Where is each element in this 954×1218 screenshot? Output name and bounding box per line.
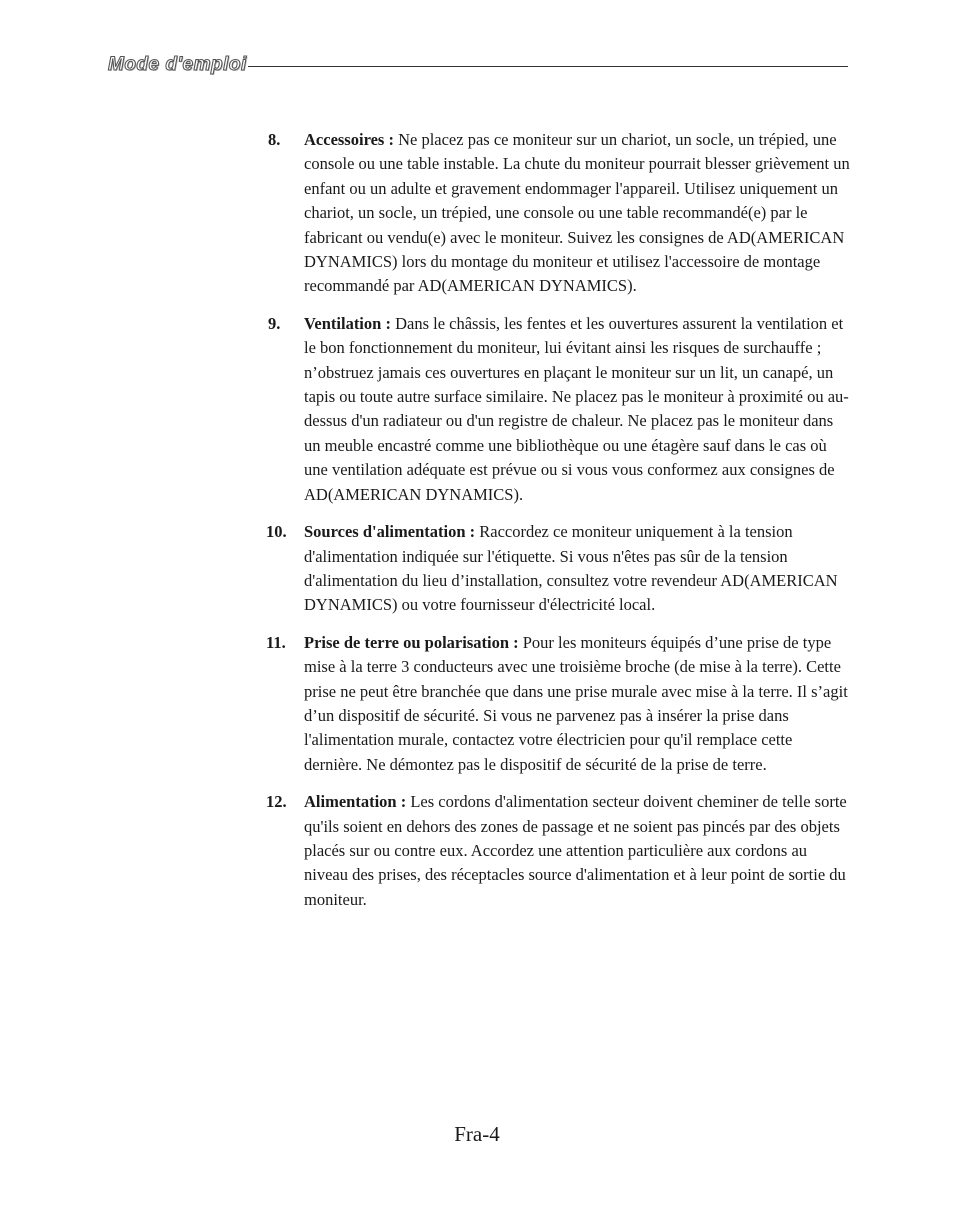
item-title: Alimentation :: [304, 792, 407, 812]
item-title: Sources d'alimentation :: [304, 522, 476, 542]
item-number: 9.: [268, 313, 281, 333]
list-item: [262, 128, 852, 299]
item-text: Pour les moniteurs équipés d’une prise de type mise à la terre 3 conducteurs avec une troisième broche (de mise à la terre). Cette prise ne peut être branchée que dans une prise murale avec mise à la terre. Il s’agit d’un dispositif de sécurité. Si vous ne parvenez pas à insérer la prise dans l'alimentation murale, contactez votre électricien pour qu'il remplace cette dernière. Ne démontez pas le dispositif de sécurité de la prise de terre.: [304, 632, 848, 774]
item-body: [304, 631, 852, 777]
item-text: Raccordez ce moniteur uniquement à la tension d'alimentation indiquée sur l'étiquette. Si vous n'êtes pas sûr de la tension d'alimentation du lieu d’installation, consultez votre revendeur AD(AMERICAN DYNAMICS) ou votre fournisseur d'électricité local.: [304, 522, 838, 615]
item-text: Ne placez pas ce moniteur sur un chariot, un socle, un trépied, une console ou une table instable. La chute du moniteur pourrait blesser grièvement un enfant ou un adulte et gravement endommager l'appareil. Utilisez uniquement un chariot, un socle, un trépied, une console ou une table recommandé(e) par le fabricant ou vendu(e) avec le moniteur. Suivez les consignes de AD(AMERICAN DYNAMICS) lors du montage du moniteur et utilisez l'accessoire de montage recommandé par AD(AMERICAN DYNAMICS).: [304, 130, 850, 296]
list-item: [262, 790, 852, 912]
list-item: [262, 520, 852, 618]
item-body: [304, 790, 852, 912]
header-title: Mode d'emploi: [108, 54, 247, 75]
item-title: Ventilation :: [304, 313, 391, 333]
header-rule: [248, 66, 848, 67]
item-title: Prise de terre ou polarisation :: [304, 632, 519, 652]
item-body: [304, 128, 852, 299]
item-body: [304, 520, 852, 618]
item-title: Accessoires :: [304, 130, 394, 149]
item-number: 10.: [266, 522, 287, 542]
item-number: 12.: [266, 792, 287, 812]
item-text: Les cordons d'alimentation secteur doivent cheminer de telle sorte qu'ils soient en dehors des zones de passage et ne soient pas pincés par des objets placés sur ou contre eux. Accordez une attention particulière aux cordons au niveau des prises, des réceptacles source d'alimentation et à leur point de sortie du moniteur.: [304, 792, 847, 909]
item-number: 8.: [268, 130, 281, 149]
list-item: [262, 312, 852, 507]
page-number: Fra-4: [454, 1122, 500, 1146]
list-item: [262, 631, 852, 777]
item-body: [304, 312, 852, 507]
item-text: Dans le châssis, les fentes et les ouvertures assurent la ventilation et le bon fonctionnement du moniteur, lui évitant ainsi les risques de surchauffe ; n’obstruez jamais ces ouvertures en plaçant le moniteur sur un lit, un canapé, un tapis ou toute autre surface similaire. Ne placez pas le moniteur à proximité ou au-dessus d'un radiateur ou d'un registre de chaleur. Ne placez pas le moniteur dans un meuble encastré comme une bibliothèque ou une étagère sauf dans le cas où une ventilation adéquate est prévue ou si vous vous conformez aux consignes de AD(AMERICAN DYNAMICS).: [304, 313, 849, 504]
page-header: [108, 52, 848, 80]
page-footer: [0, 1122, 954, 1147]
safety-instructions-list: [262, 128, 852, 925]
item-number: 11.: [266, 632, 286, 652]
